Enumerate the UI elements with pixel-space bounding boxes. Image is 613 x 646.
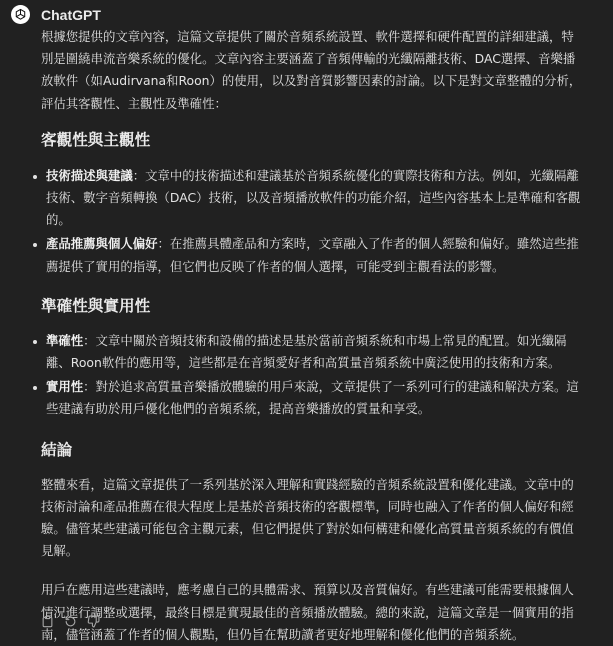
intro-paragraph: 根據您提供的文章內容，這篇文章提供了關於音頻系統設置、軟件選擇和硬件配置的詳細建議，特別是圍繞串流音樂系統的優化。文章內容主要涵蓋了音頻傳輸的光纖隔離技術、DAC選擇、音樂播放軟件（如Audirvana和Roon）的使用，以及對音質影響因素的討論。以下是對文章整體的分析，評估其客觀性、主觀性及準確性： (41, 29, 582, 111)
conclusion-paragraph: 整體來看，這篇文章提供了一系列基於深入理解和實踐經驗的音頻系統設置和優化建議。文章中的技術討論和產品推薦在很大程度上是基於音頻技術的客觀標準，同時也融入了作者的個人偏好和經驗。儘管某些建議可能包含主觀元素，但它們提供了對於如何構建和優化高質量音頻系統的有價值見解。 (41, 476, 574, 559)
list-item-term: 產品推薦與個人偏好 (46, 236, 158, 252)
objectivity-list (41, 165, 583, 278)
section-heading-accuracy: 準確性與實用性 (41, 296, 151, 315)
section-heading-conclusion: 結論 (41, 440, 73, 459)
regenerate-button[interactable] (62, 613, 79, 630)
list-item (41, 330, 583, 374)
accuracy-list (41, 330, 583, 421)
thumbs-down-icon (87, 615, 100, 628)
list-item (41, 233, 583, 277)
list-item (41, 165, 583, 232)
bullet-icon (33, 175, 37, 179)
clipboard-icon (41, 615, 54, 628)
bullet-icon (33, 340, 37, 344)
list-item (41, 376, 583, 420)
list-item-text: ：文章中關於音頻技術和設備的描述是基於當前音頻系統和市場上常見的配置。如光纖隔離、Roon軟件的應用等，這些都是在音頻愛好者和高質量音頻系統中廣泛使用的技術和方案。 (46, 332, 567, 371)
message-actions (39, 613, 102, 630)
message-author: ChatGPT (41, 7, 101, 23)
copy-button[interactable] (39, 613, 56, 630)
list-item-text: ：文章中的技術描述和建議基於音頻系統優化的實際技術和方法。例如，光纖隔離技術、數字音頻轉換（DAC）技術，以及音頻播放軟件的功能介紹，這些內容基本上是準確和客觀的。 (46, 167, 581, 228)
bullet-icon (33, 243, 37, 247)
list-item-term: 實用性 (46, 379, 84, 395)
dislike-button[interactable] (85, 613, 102, 630)
list-item-term: 技術描述與建議 (46, 167, 133, 183)
advice-paragraph: 用戶在應用這些建議時，應考慮自己的具體需求、預算以及音質偏好。有些建議可能需要根據個人情況進行調整或選擇，最終目標是實現最佳的音頻播放體驗。總的來說，這篇文章是一個實用的指南，儘管涵蓋了作者的個人觀點，但仍旨在幫助讀者更好地理解和優化他們的音頻系統。 (41, 582, 574, 642)
regenerate-icon (64, 615, 77, 628)
openai-logo-icon (14, 8, 27, 21)
bullet-icon (33, 386, 37, 390)
list-item-term: 準確性 (46, 332, 84, 348)
list-item-text: ：在推薦具體產品和方案時，文章融入了作者的個人經驗和偏好。雖然這些推薦提供了實用的指導，但它們也反映了作者的個人選擇，可能受到主觀看法的影響。 (46, 236, 579, 274)
message-content (41, 26, 583, 646)
list-item-text: ：對於追求高質量音樂播放體驗的用戶來說，文章提供了一系列可行的建議和解決方案。這些建議有助於用戶優化他們的音頻系統，提高音樂播放的質量和享受。 (46, 379, 579, 417)
section-heading-objectivity: 客觀性與主觀性 (41, 130, 151, 149)
chatgpt-avatar (11, 5, 30, 24)
